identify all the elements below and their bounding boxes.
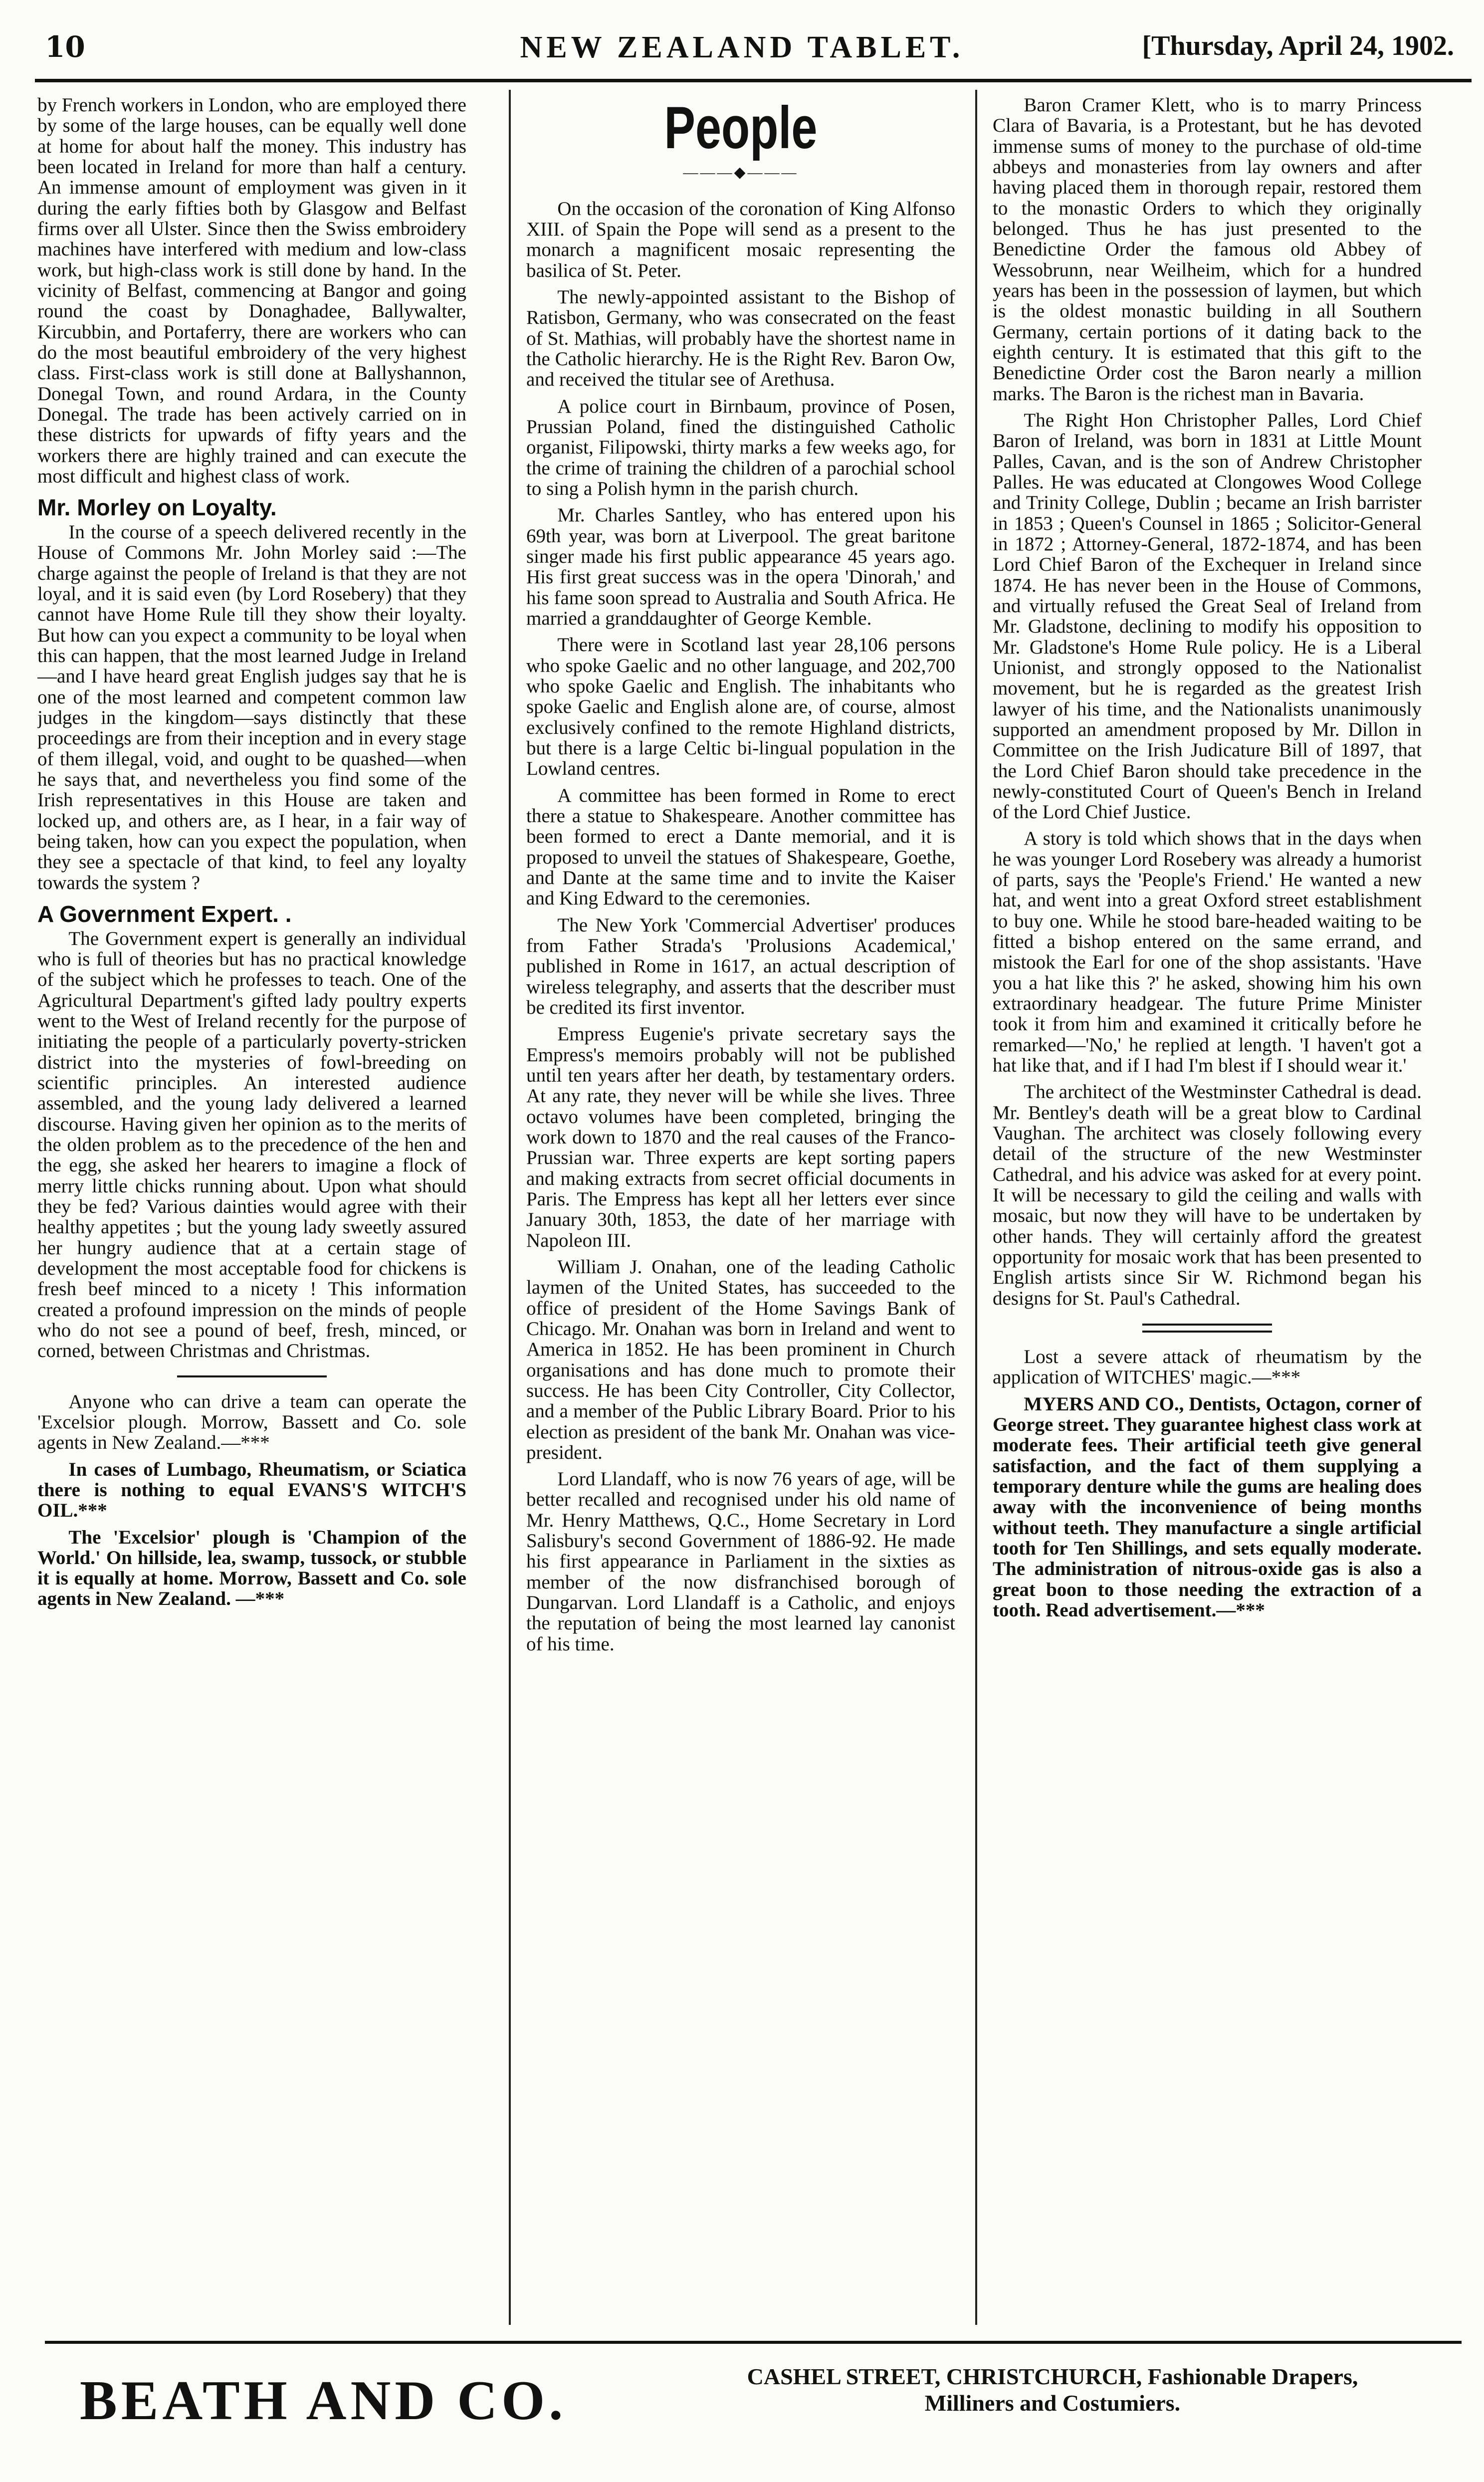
article-paragraph: Lord Llandaff, who is now 76 years of age, will be better recalled and recognised under his old name of Mr. Henry Matthews, Q.C., Home Secretary in Lord Salisbury's second Government of 1886-92. He made his first appearance in Parliament in the sixties as member of the now disfranchised borough of Dungarvan. Lord Llandaff is a Catholic, and enjoys the reputation of being the most learned lay canonist of his time. <box>526 1468 955 1655</box>
section-heading: Mr. Morley on Loyalty. <box>37 494 277 521</box>
article-paragraph: by French workers in London, who are employed there by some of the large houses, can be equally well done at home for about half the money. This industry has been located in Ireland for more than half a century. An immense amount of employment was given in it during the early fifties both by Glasgow and Belfast firms over all Ulster. Since then the Swiss embroidery machines have interfered with medium and low-class work, but high-class work is still done by hand. In the vicinity of Belfast, commencing at Bangor and going round the coast by Donaghadee, Ballywalter, Kircubbin, and Portaferry, there are workers who can do the most beautiful embroidery of the very highest class. First-class work is still done at Ballyshannon, Donegal Town, and round Ardara, in the County Donegal. The trade has been actively carried on in these districts for upwards of fifty years and the workers there are highly trained and can execute the most difficult and highest class of work. <box>37 95 466 487</box>
advertisement: In cases of Lumbago, Rheumatism, or Sciatica there is nothing to equal EVANS'S WITCH'S OIL.*** <box>37 1458 466 1522</box>
advertisement-block <box>993 1347 1422 1620</box>
masthead: NEW ZEALAND TABLET. <box>520 30 964 64</box>
article-paragraph: Empress Eugenie's private secretary says the Empress's memoirs probably will not be published until ten years after her death, by testamentary orders. At any rate, they never will be while she lives. Three octavo volumes have been completed, bringing the work down to 1870 and the real causes of the Franco-Prussian war. Three experts are kept sorting papers and making extracts from secret official documents in Paris. The Empress has kept all her letters ever since January 30th, 1853, the date of her marriage with Napoleon III. <box>526 1023 955 1251</box>
section-heading: A Government Expert. . <box>37 901 292 927</box>
article-paragraph: In the course of a speech delivered recently in the House of Commons Mr. John Morley said :—The charge against the people of Ireland is that they are not loyal, and it is said even (by Lord Rosebery) that they cannot have Home Rule till they show their loyalty. But how can you expect a community to be loyal when this can happen, that the most learned Judge in Ireland—and I have heard great English judges say that he is one of the most learned and competent common law judges in the kingdom—says distinctly that these proceedings are from their inception and in every stage of them illegal, void, and ought to be quashed—when he says that, and nevertheless you find some of the Irish representatives in this House are taken and locked up, and others are, as I hear, in a fair way of being taken, how can you expect the population, when they see a spectacle of that kind, to feel any loyalty towards the system ? <box>37 521 466 894</box>
issue-date: [Thursday, April 24, 1902. <box>1142 30 1454 61</box>
right-column <box>993 95 1422 2315</box>
article-paragraph: On the occasion of the coronation of King Alfonso XIII. of Spain the Pope will send as a present to the monarch a magnificent mosaic representing the basilica of St. Peter. <box>526 198 955 281</box>
article-paragraph: A story is told which shows that in the days when he was younger Lord Rosebery was already a humorist of parts, says the 'People's Friend.' He wanted a new hat, and went into a great Oxford street establishment to buy one. While he stood bare-headed waiting to be fitted a bishop entered on the same errand, and mistook the Earl for one of the shop assistants. 'Have you a hat like this ?' he asked, showing him his own extraordinary headgear. The future Prime Minister took it from him and examined it critically before he remarked—'No,' he replied at length. 'I haven't got a hat like that, and if I had I'm blest if I should wear it.' <box>993 828 1422 1077</box>
ornament-divider: ———◆——— <box>683 164 799 181</box>
left-column <box>37 95 466 2315</box>
advertisement: MYERS AND CO., Dentists, Octagon, corner of George street. They guarantee highest class work at moderate fees. Their artificial teeth give general satisfaction, and the fact of them supplying a temporary denture while the gums are healing does away with the inconvenience of being months without teeth. They manufacture a single artificial tooth for Ten Shillings, and sets equally moderate. The administration of nitrous-oxide gas is also a great boon to those needing the extraction of a tooth. Read advertisement.—*** <box>993 1393 1422 1621</box>
article-paragraph: The Government expert is generally an individual who is full of theories but has no practical knowledge of the subject which he professes to teach. One of the Agricultural Department's gifted lady poultry experts went to the West of Ireland recently for the purpose of initiating the people of a particularly poverty-stricken district into the mysteries of fowl-breeding on scientific principles. An interested audience assembled, and the young lady delivered a learned discourse. Having given her opinion as to the merits of the olden problem as to the precedence of the hen and the egg, she asked her hearers to imagine a flock of merry little chicks running about. Upon what should they be fed? Various dainties would agree with their healthy appetites ; but the young lady sweetly assured her hungry audience that at a certain stage of development the most acceptable food for chickens is fresh beef minced to a nicety ! This information created a profound impression on the minds of people who do not see a pound of beef, fresh, minced, or corned, between Christmas and Christmas. <box>37 927 466 1362</box>
advertisement: Lost a severe attack of rheumatism by the application of WITCHES' magic.—*** <box>993 1346 1422 1388</box>
article-paragraph: The architect of the Westminster Cathedral is dead. Mr. Bentley's death will be a great blow to Cardinal Vaughan. The architect was closely following every detail of the structure of the new Westminster Cathedral, and his advice was asked for at every point. It will be necessary to gild the ceiling and walls with mosaic, but now they will have to be undertaken by other hands. They will certainly afford the greatest opportunity for mosaic work that has been presented to English artists since Sir W. Richmond began his designs for St. Paul's Cathedral. <box>993 1081 1422 1309</box>
footer-address-line: Milliners and Costumiers. <box>924 2390 1181 2416</box>
article-paragraph: Mr. Charles Santley, who has entered upon his 69th year, was born at Liverpool. The great baritone singer made his first public appearance 45 years ago. His first great success was in the opera 'Dinorah,' and his fame soon spread to Australia and South Africa. He married a granddaughter of George Kemble. <box>526 504 955 630</box>
divider <box>177 1375 327 1377</box>
column-divider <box>509 90 511 2325</box>
article-paragraph: The Right Hon Christopher Palles, Lord Chief Baron of Ireland, was born in 1831 at Little Mount Palles, Cavan, and is the son of Andrew Christopher Palles. He was educated at Clongowes Wood College and Trinity College, Dublin ; became an Irish barrister in 1853 ; Queen's Counsel in 1865 ; Solicitor-General in 1872 ; Attorney-General, 1872-1874, and has been Lord Chief Baron of the Exchequer in Ireland since 1874. He has never been in the House of Commons, and virtually refused the Great Seal of Ireland from Mr. Gladstone, declining to modify his opposition to Mr. Gladstone's Home Rule policy. He is a Liberal Unionist, and strongly opposed to the Nationalist movement, but he is regarded as the greatest Irish lawyer of his time, and the Nationalists unanimously supported an amendment proposed by Mr. Dillon in Committee on the Irish Judicature Bill of 1897, that the Lord Chief Baron should take precedence in the newly-constituted Court of Queen's Bench in Ireland of the Lord Chief Justice. <box>993 409 1422 823</box>
advertisement: The 'Excelsior' plough is 'Champion of the World.' On hillside, lea, swamp, tussock, or stubble it is equally at home. Morrow, Bassett and Co. sole agents in New Zealand. —*** <box>37 1526 466 1610</box>
middle-column <box>526 95 955 2315</box>
page-number: 10 <box>45 30 85 64</box>
header-rule <box>35 79 1472 82</box>
article-paragraph: The New York 'Commercial Advertiser' produces from Father Strada's 'Prolusions Academical,' published in Rome in 1617, an actual description of wireless telegraphy, and asserts that the describer must be credited its first inventor. <box>526 914 955 1018</box>
article-paragraph: William J. Onahan, one of the leading Catholic laymen of the United States, has succeeded to the office of president of the Home Savings Bank of Chicago. Mr. Onahan was born in Ireland and went to America in 1852. He has been prominent in Church organisations and has done much to promote their success. He has been City Controller, City Collector, and a member of the Public Library Board. Prior to his election as president of the bank Mr. Onahan was vice-president. <box>526 1256 955 1463</box>
advertisement-block <box>37 1391 466 1609</box>
article-paragraph: There were in Scotland last year 28,106 persons who spoke Gaelic and no other language, and 202,700 who spoke Gaelic and English. The inhabitants who spoke Gaelic and English alone are, of course, almost exclusively confined to the remote Highland districts, but there is a large Celtic bi-lingual population in the Lowland centres. <box>526 634 955 780</box>
article-paragraph: A committee has been formed in Rome to erect there a statue to Shakespeare. Another committee has been formed to erect a Dante memorial, and it is proposed to unveil the statues of Shakespeare, Goethe, and Dante at the same time and to invite the Kaiser and King Edward to the ceremonies. <box>526 784 955 909</box>
footer-advertiser-address <box>708 2364 1397 2417</box>
advertisement: Anyone who can drive a team can operate the 'Excelsior plough. Morrow, Bassett and Co. sole agents in New Zealand.—*** <box>37 1390 466 1454</box>
section-title: People <box>664 95 818 161</box>
double-divider <box>1142 1324 1272 1333</box>
article-paragraph: Baron Cramer Klett, who is to marry Princess Clara of Bavaria, is a Protestant, but he has devoted immense sums of money to the purchase of old-time abbeys and monasteries from lay owners and after having placed them in thorough repair, restored them to the monastic Orders to which they originally belonged. Thus he has just presented to the Benedictine Order the famous old Abbey of Wessobrunn, near Weilheim, which for a hundred years has been in the possession of laymen, but which is the oldest monastic building in all Southern Germany, certain portions of it dating back to the eighth century. It is estimated that this gift to the Benedictine Order cost the Baron nearly a million marks. The Baron is the richest man in Bavaria. <box>993 95 1422 405</box>
article-paragraph: The newly-appointed assistant to the Bishop of Ratisbon, Germany, who was consecrated on the feast of St. Mathias, will probably have the shortest name in the Catholic hierarchy. He is the Right Rev. Baron Ow, and received the titular see of Arethusa. <box>526 286 955 391</box>
footer-address-line: CASHEL STREET, CHRISTCHURCH, Fashionable Drapers, <box>747 2364 1358 2389</box>
footer-rule <box>45 2341 1462 2344</box>
footer-advertiser-name: BEATH AND CO. <box>80 2370 567 2432</box>
article-paragraph: A police court in Birnbaum, province of Posen, Prussian Poland, fined the distinguished Catholic organist, Filipowski, thirty marks a few weeks ago, for the crime of training the children of a parochial school to sing a Polish hymn in the parish church. <box>526 395 955 500</box>
column-divider <box>975 90 977 2325</box>
